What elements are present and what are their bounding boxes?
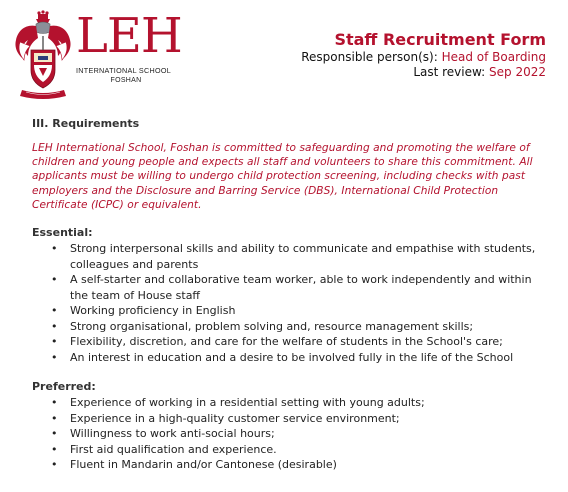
responsible-value: Head of Boarding — [441, 50, 546, 64]
form-title: Staff Recruitment Form — [334, 30, 546, 49]
essential-list — [32, 241, 547, 365]
preferred-title: Preferred: — [32, 380, 96, 393]
list-item-text: Willingness to work anti-social hours; — [70, 427, 275, 440]
list-item-text: Working proficiency in English — [70, 304, 236, 317]
bullet-dot-icon: • — [51, 335, 58, 348]
list-item-text: An interest in education and a desire to be involved fully in the life of the School — [70, 350, 514, 364]
list-item-text: Fluent in Mandarin and/or Cantonese (desirable) — [70, 458, 337, 471]
list-item-text: First aid qualification and experience. — [70, 442, 277, 456]
bullet-dot-icon: • — [51, 411, 58, 425]
responsible-person-line — [301, 50, 546, 65]
section-heading: III. Requirements — [32, 117, 140, 130]
last-review-line — [301, 65, 546, 80]
bullet-dot-icon: • — [51, 442, 58, 456]
essential-requirements — [32, 226, 547, 365]
list-item-text: Experience of working in a residential setting with young adults; — [70, 396, 425, 409]
list-item — [32, 426, 547, 442]
list-item — [32, 350, 547, 366]
bullet-dot-icon: • — [51, 242, 58, 255]
list-item-text: Experience in a high-quality customer service environment; — [70, 411, 400, 425]
review-value: Sep 2022 — [489, 65, 546, 79]
list-item — [32, 319, 547, 335]
review-label: Last review: — [413, 65, 490, 79]
form-header — [301, 30, 546, 80]
bullet-dot-icon: • — [51, 396, 58, 409]
list-item — [32, 334, 547, 350]
responsible-label: Responsible person(s): — [301, 50, 442, 64]
list-item — [32, 272, 547, 303]
logo-letters: LEH — [76, 8, 182, 64]
list-item — [32, 411, 547, 427]
bullet-dot-icon: • — [51, 427, 58, 440]
bullet-dot-icon: • — [51, 304, 58, 317]
bullet-dot-icon: • — [51, 350, 58, 364]
list-item-text: A self-starter and collaborative team worker, able to work independently and within the team of House staff — [70, 273, 532, 302]
essential-title: Essential: — [32, 226, 93, 239]
logo-school-name: INTERNATIONAL SCHOOL — [76, 66, 172, 75]
list-item — [32, 457, 547, 473]
list-item-text: Strong organisational, problem solving and, resource management skills; — [70, 319, 474, 333]
school-logo — [12, 8, 212, 104]
logo-wordmark — [76, 10, 206, 84]
list-item — [32, 442, 547, 458]
list-item-text: Strong interpersonal skills and ability to communicate and empathise with students, colleagues and parents — [70, 242, 536, 271]
bullet-dot-icon: • — [51, 458, 58, 471]
list-item — [32, 303, 547, 319]
bullet-dot-icon: • — [51, 319, 58, 333]
school-crest-icon — [12, 10, 74, 102]
bullet-dot-icon: • — [51, 273, 58, 286]
logo-location: FOSHAN — [110, 77, 142, 84]
list-item — [32, 395, 547, 411]
preferred-list — [32, 395, 547, 473]
list-item-text: Flexibility, discretion, and care for the welfare of students in the School's care; — [70, 335, 503, 348]
preferred-requirements — [32, 380, 547, 473]
safeguarding-statement: LEH International School, Foshan is committed to safeguarding and promoting the welfare of children and young people and expects all staff and volunteers to share this commitment. All applicants must be willing to undergo child protection screening, including checks with past employers and the Disclosure and Barring Service (DBS), International Child Protection Certificate (ICPC) or equivalent. — [32, 142, 533, 211]
list-item — [32, 241, 547, 272]
